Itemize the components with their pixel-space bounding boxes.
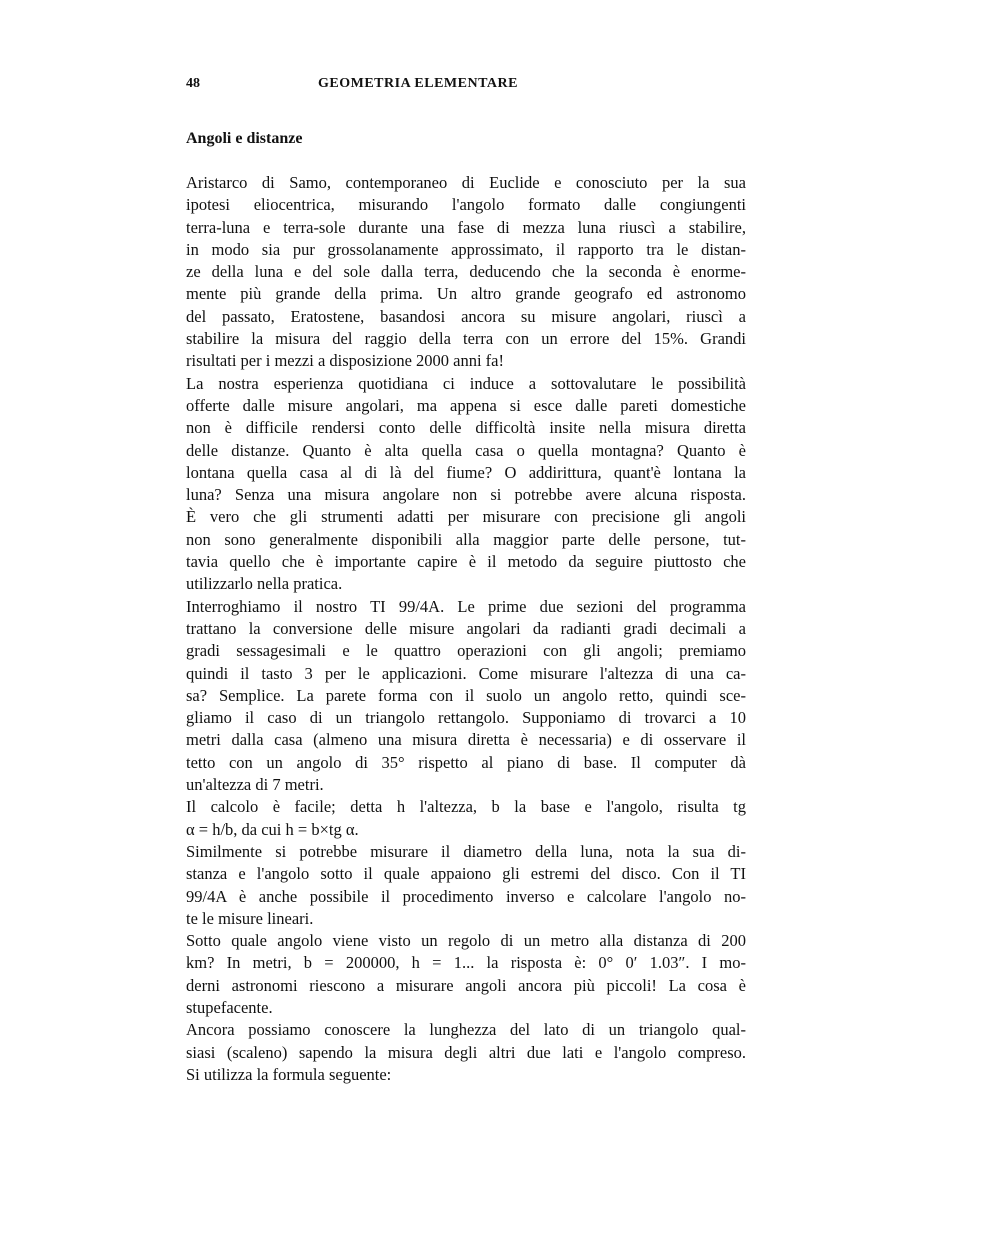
text-line: α = h/b, da cui h = b×tg α. [186, 819, 359, 839]
text-line: gradi sessagesimali e le quattro operazioni con gli angoli; premiamo [186, 641, 746, 661]
running-title: GEOMETRIA ELEMENTARE [318, 76, 518, 91]
text-line: mente più grande della prima. Un altro grande geografo ed astronomo [186, 284, 746, 304]
paragraph [186, 841, 746, 930]
text-line: siasi (scaleno) sapendo la misura degli altri due lati e l'angolo compreso. [186, 1042, 746, 1062]
paragraph [186, 1019, 746, 1086]
text-line: È vero che gli strumenti adatti per misurare con precisione gli angoli [186, 507, 746, 527]
text-line: in modo sia pur grossolanamente approssimato, il rapporto tra le distan- [186, 239, 746, 259]
text-line: Aristarco di Samo, contemporaneo di Euclide e conosciuto per la sua [186, 173, 746, 192]
text-line: Il calcolo è facile; detta h l'altezza, b la base e l'angolo, risulta tg [186, 797, 746, 817]
text-line: Ancora possiamo conoscere la lunghezza del lato di un triangolo qual- [186, 1020, 746, 1040]
text-line: te le misure lineari. [186, 908, 314, 928]
text-line: un'altezza di 7 metri. [186, 775, 324, 795]
body-text [186, 172, 746, 1086]
text-line: stabilire la misura del raggio della terra con un errore del 15%. Grandi [186, 329, 746, 349]
text-line: Interroghiamo il nostro TI 99/4A. Le prime due sezioni del programma [186, 596, 746, 616]
text-line: ipotesi eliocentrica, misurando l'angolo formato dalle congiungenti [186, 195, 746, 215]
text-line: 99/4A è anche possibile il procedimento inverso e calcolare l'angolo no- [186, 886, 746, 906]
text-line: Sotto quale angolo viene visto un regolo di un metro alla distanza di 200 [186, 931, 746, 951]
text-line: Si utilizza la formula seguente: [186, 1064, 392, 1084]
text-line: quindi il tasto 3 per le applicazioni. Come misurare l'altezza di una ca- [186, 663, 746, 683]
text-line: km? In metri, b = 200000, h = 1... la risposta è: 0° 0′ 1.03″. I mo- [186, 953, 746, 973]
text-line: gliamo il caso di un triangolo rettangolo. Supponiamo di trovarci a 10 [186, 708, 746, 728]
text-line: lontana quella casa al di là del fiume? O addirittura, quant'è lontana la [186, 462, 746, 482]
text-line: metri dalla casa (almeno una misura diretta è necessaria) e di osservare il [186, 730, 746, 750]
running-head [186, 76, 786, 96]
paragraph [186, 796, 746, 841]
text-line: La nostra esperienza quotidiana ci induce a sottovalutare le possibilità [186, 373, 746, 393]
text-line: derni astronomi riescono a misurare angoli ancora più piccoli! La cosa è [186, 975, 746, 995]
text-line: trattano la conversione delle misure angolari da radianti gradi decimali a [186, 618, 746, 638]
text-line: ze della luna e del sole dalla terra, deducendo che la seconda è enorme- [186, 262, 746, 282]
paragraph [186, 596, 746, 797]
text-line: Similmente si potrebbe misurare il diametro della luna, nota la sua di- [186, 841, 746, 861]
paragraph [186, 930, 746, 1019]
page-number: 48 [186, 76, 200, 91]
text-line: stanza e l'angolo sotto il quale appaiono gli estremi del disco. Con il TI [186, 864, 746, 884]
text-line: risultati per i mezzi a disposizione 2000 anni fa! [186, 351, 504, 371]
text-line: tavia quello che è importante capire è il metodo da seguire piuttosto che [186, 552, 746, 572]
text-line: terra-luna e terra-sole durante una fase di mezza luna riuscì a stabilire, [186, 217, 746, 237]
text-line: tetto con un angolo di 35° rispetto al piano di base. Il computer dà [186, 752, 746, 772]
text-line: sa? Semplice. La parete forma con il suolo un angolo retto, quindi sce- [186, 685, 746, 705]
paragraph [186, 373, 746, 596]
text-line: stupefacente. [186, 997, 273, 1017]
paragraph [186, 172, 746, 373]
text-line: offerte dalle misure angolari, ma appena si esce dalle pareti domestiche [186, 395, 746, 415]
text-line: del passato, Eratostene, basandosi ancora su misure angolari, riuscì a [186, 306, 746, 326]
text-line: utilizzarlo nella pratica. [186, 574, 343, 594]
text-line: non è difficile rendersi conto delle difficoltà insite nella misura diretta [186, 418, 746, 438]
text-line: non sono generalmente disponibili alla maggior parte delle persone, tut- [186, 529, 746, 549]
text-line: delle distanze. Quanto è alta quella casa o quella montagna? Quanto è [186, 440, 746, 460]
text-line: luna? Senza una misura angolare non si potrebbe avere alcuna risposta. [186, 485, 746, 505]
section-title: Angoli e distanze [186, 130, 303, 147]
